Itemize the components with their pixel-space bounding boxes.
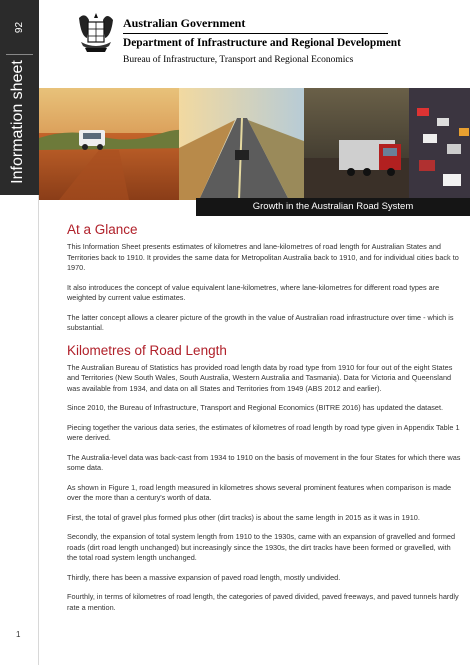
government-title: Australian Government [123,16,246,30]
header [39,0,470,88]
paragraph: Secondly, the expansion of total system length from 1910 to the 1930s, came with an expansion of gravelled and formed roads (dirt road length unchanged) but increasingly since the 1930s, the dirt tracks have been formed or gravelled, with the total road system length unchanged. [67,532,456,562]
department-name: Department of Infrastructure and Regional Development [123,37,401,49]
page-number: 1 [16,630,21,639]
paragraph: Piecing together the various data series, the estimates of kilometres of road length by road type given in Appendix Table 1 were derived. [67,422,460,442]
paragraph: The latter concept allows a clearer picture of the growth in the value of Australian road infrastructure over time - which is substantial. [67,312,454,332]
paragraph: It also introduces the concept of value equivalent lane-kilometres, where lane-kilometres for different road types are weighted by current value estimates. [67,282,440,302]
paragraph: The Australian Bureau of Statistics has provided road length data by road type from 1910 for four out of the eight States and Territories (New South Wales, South Australia, Western Australia and Tasmania). Data for Victoria and Queensland was available from 1934, and data on all States and Territories from 1949 (ABS 2012 and earlier). [67,362,453,393]
paragraph: Thirdly, there has been a massive expansion of paved road length, mostly undivided. [67,572,341,582]
paragraph: Since 2010, the Bureau of Infrastructure, Transport and Regional Economics (BITRE 2016) has updated the dataset. [67,403,444,412]
heading-at-a-glance: At a Glance [67,222,138,237]
paragraph: The Australia-level data was back-cast from 1934 to 1910 on the basis of movement in the four States for which there was some data. [67,452,461,472]
banner-caption-bar [196,198,470,216]
coat-of-arms-icon [75,10,117,60]
sidebar [0,0,39,665]
sheet-number: 92 [14,21,25,34]
banner-caption: Growth in the Australian Road System [252,201,414,212]
paragraph: As shown in Figure 1, road length measured in kilometres shows several prominent features when comparison is made over the more than a century's worth of data. [67,482,452,502]
paragraph: Fourthly, in terms of kilometres of road length, the categories of paved divided, paved freeways, and paved tunnels hardly rate a mention. [67,592,459,612]
road-photo-image [39,88,470,200]
sidebar-rule [38,195,39,665]
banner-photo-collage [39,88,470,200]
heading-kilometres-of-road-length: Kilometres of Road Length [67,342,227,358]
paragraph: This Information Sheet presents estimates of kilometres and lane-kilometres of road length for Australian States and Territories back to 1910. It provides the same data for Metropolitan Australia back to 1910, and for individual cities back to 1970. [67,242,459,272]
bureau-name: Bureau of Infrastructure, Transport and Regional Economics [123,55,354,65]
header-rule [123,33,388,34]
paragraph: First, the total of gravel plus formed plus other (dirt tracks) is about the same length in 2015 as it was in 1910. [67,512,420,522]
sheet-label: Information sheet [9,60,26,184]
main-content [67,222,462,622]
sidebar-dark-panel [0,0,39,195]
